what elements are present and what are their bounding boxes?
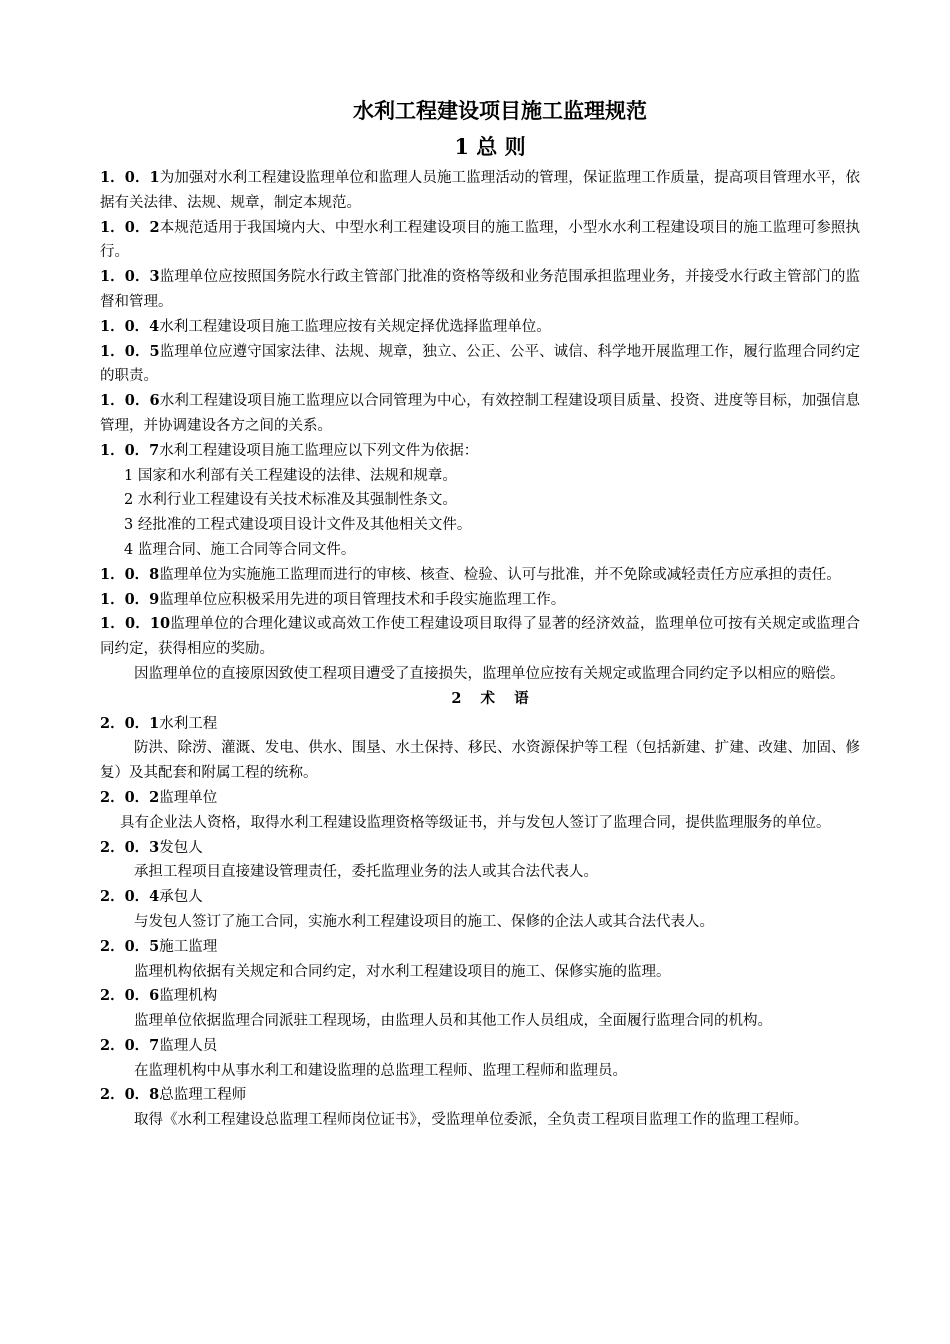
clause-text: 监理单位应积极采用先进的项目管理技术和手段实施监理工作。 xyxy=(159,591,566,608)
chapter-2-title: 2 术 语 xyxy=(451,689,529,707)
document-title: 水利工程建设项目施工监理规范 xyxy=(353,98,647,123)
term-name: 承包人 xyxy=(159,889,203,906)
term-number: 2．0．8 xyxy=(100,1086,160,1104)
term-definition: 与发包人签订了施工合同，实施水利工程建设项目的施工、保修的企法人或其合法代表人。 xyxy=(134,913,714,930)
term-definition: 取得《水利工程建设总监理工程师岗位证书》，受监理单位委派，全负责工程项目监理工作的监理工程师。 xyxy=(134,1112,809,1129)
clause-number: 1．0．1 xyxy=(100,169,160,186)
clause xyxy=(100,563,860,588)
term-heading xyxy=(100,836,860,861)
term-name: 监理单位 xyxy=(159,789,218,806)
clause xyxy=(100,612,860,662)
term-number: 2．0．5 xyxy=(100,937,160,955)
term-name: 监理人员 xyxy=(159,1037,218,1054)
clause-paragraph: 因监理单位的直接原因致使工程项目遭受了直接损失，监理单位应按有关规定或监理合同约定予以相应的赔偿。 xyxy=(134,665,845,682)
clause xyxy=(100,166,860,216)
clause-number: 1．0．5 xyxy=(100,342,160,360)
term-heading xyxy=(100,984,860,1009)
term-number: 2．0．7 xyxy=(100,1036,160,1054)
term-heading xyxy=(100,786,860,811)
term-heading xyxy=(100,935,860,960)
term-definition: 监理单位依据监理合同派驻工程现场，由监理人员和其他工作人员组成，全面履行监理合同的机构。 xyxy=(134,1013,772,1030)
document-page xyxy=(100,96,860,1133)
basis-list-item: 3 经批准的工程式建设项目设计文件及其他相关文件。 xyxy=(124,517,472,534)
clause xyxy=(100,439,860,464)
clause-text: 水利工程建设项目施工监理应按有关规定择优选择监理单位。 xyxy=(159,318,551,335)
clause xyxy=(100,216,860,266)
clause-text: 监理单位应按照国务院水行政主管部门批准的资格等级和业务范围承担监理业务，并接受水行政主管部门的监督和管理。 xyxy=(100,269,860,310)
clause xyxy=(100,265,860,315)
chapter-1-title: 1 总 则 xyxy=(454,134,526,159)
term-heading xyxy=(100,885,860,910)
clause-text: 水利工程建设项目施工监理应以合同管理为中心，有效控制工程建设项目质量、投资、进度等目标，加强信息管理，并协调建设各方之间的关系。 xyxy=(100,393,860,434)
term-heading xyxy=(100,712,860,737)
term-number: 2．0．2 xyxy=(100,788,160,806)
term-definition: 具有企业法人资格，取得水利工程建设监理资格等级证书，并与发包人签订了监理合同，提供监理服务的单位。 xyxy=(120,814,831,831)
clause-number: 1．0．3 xyxy=(100,268,160,286)
term-definition: 防洪、除涝、灌溉、发电、供水、围垦、水土保持、移民、水资源保护等工程（包括新建、扩建、改建、加固、修复）及其配套和附属工程的统称。 xyxy=(100,740,860,782)
clause-text: 水利工程建设项目施工监理应以下列文件为依据： xyxy=(159,442,479,459)
terms-list xyxy=(100,712,860,1134)
term-heading xyxy=(100,1083,860,1108)
term-definition: 监理机构依据有关规定和合同约定，对水利工程建设项目的施工、保修实施的监理。 xyxy=(134,963,671,980)
term-name: 发包人 xyxy=(159,839,203,856)
term-name: 施工监理 xyxy=(159,938,218,955)
chapter-1-basis-list xyxy=(100,464,860,563)
clause xyxy=(100,315,860,340)
clause xyxy=(100,340,860,390)
term-number: 2．0．3 xyxy=(100,838,160,856)
term-name: 监理机构 xyxy=(159,988,218,1005)
clause-text: 监理单位的合理化建议或高效工作使工程建设项目取得了显著的经济效益，监理单位可按有关规定或监理合同约定，获得相应的奖励。 xyxy=(100,616,860,658)
term-definition: 承担工程项目直接建设管理责任，委托监理业务的法人或其合法代表人。 xyxy=(134,864,598,881)
term-number: 2．0．1 xyxy=(100,714,160,732)
clause-number: 1．0．7 xyxy=(100,441,160,459)
basis-list-item: 4 监理合同、施工合同等合同文件。 xyxy=(124,541,356,558)
chapter-1-clauses xyxy=(100,166,860,464)
clause-number: 1．0．2 xyxy=(100,218,160,236)
basis-list-item: 2 水利行业工程建设有关技术标准及其强制性条文。 xyxy=(124,492,457,509)
term-name: 总监理工程师 xyxy=(159,1087,247,1104)
clause-text: 为加强对水利工程建设监理单位和监理人员施工监理活动的管理，保证监理工作质量，提高项目管理水平，依据有关法律、法规、规章，制定本规范。 xyxy=(100,170,860,211)
clause xyxy=(100,389,860,439)
clause-number: 1．0．4 xyxy=(100,317,160,335)
basis-list-item: 1 国家和水利部有关工程建设的法律、法规和规章。 xyxy=(124,467,457,484)
clause xyxy=(100,588,860,613)
clause-text: 监理单位应遵守国家法律、法规、规章，独立、公正、公平、诚信、科学地开展监理工作，履行监理合同约定的职责。 xyxy=(100,343,860,385)
term-number: 2．0．4 xyxy=(100,888,160,906)
clause-number: 1．0．6 xyxy=(100,392,160,410)
term-definition: 在监理机构中从事水利工和建设监理的总监理工程师、监理工程师和监理员。 xyxy=(134,1062,627,1079)
clause-number: 1．0．9 xyxy=(100,590,160,608)
clause-text: 本规范适用于我国境内大、中型水利工程建设项目的施工监理，小型水水利工程建设项目的施工监理可参照执行。 xyxy=(100,219,860,261)
clause-text: 监理单位为实施施工监理而进行的审核、核查、检验、认可与批准，并不免除或减轻责任方应承担的责任。 xyxy=(159,566,841,583)
chapter-1-clauses-continued xyxy=(100,563,860,662)
term-name: 水利工程 xyxy=(159,715,218,732)
clause-number: 1．0．10 xyxy=(100,615,171,633)
term-number: 2．0．6 xyxy=(100,987,160,1005)
term-heading xyxy=(100,1034,860,1059)
clause-number: 1．0．8 xyxy=(100,565,160,583)
